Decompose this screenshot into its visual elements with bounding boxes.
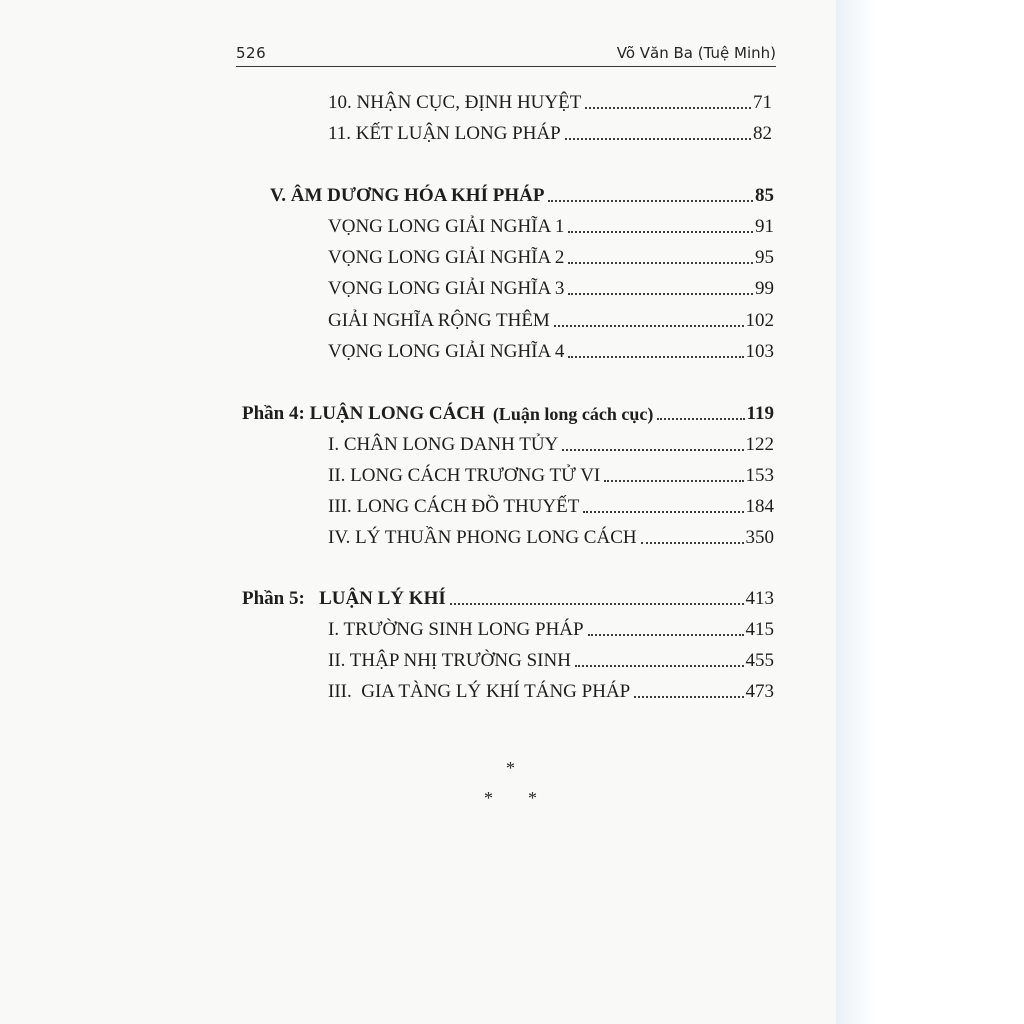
toc-entry-page: 455 <box>745 650 774 671</box>
toc-entry <box>328 519 774 549</box>
toc-entry <box>328 457 774 487</box>
toc-entry <box>328 208 774 238</box>
toc-entry-page: 99 <box>755 278 774 299</box>
header-rule <box>236 66 776 67</box>
dot-leader <box>575 665 744 667</box>
toc-entry-title: VỌNG LONG GIẢI NGHĨA 2 <box>328 247 565 268</box>
toc-entry-page: 184 <box>745 496 774 517</box>
dot-leader <box>568 293 753 295</box>
toc-entry-title: Phần 4: LUẬN LONG CÁCH <box>242 403 485 424</box>
toc-entry-title: V. ÂM DƯƠNG HÓA KHÍ PHÁP <box>270 185 545 206</box>
toc-entry-title: III. LONG CÁCH ĐỒ THUYẾT <box>328 496 580 517</box>
toc-entry-page: 350 <box>745 527 774 548</box>
toc-entry-page: 71 <box>753 92 772 113</box>
toc-part-heading <box>242 395 774 425</box>
asterism-left: * <box>484 788 493 808</box>
toc-entry-page: 103 <box>745 341 774 362</box>
toc-entry-page: 153 <box>745 465 774 486</box>
toc-entry-subtitle: (Luận long cách cục) <box>492 404 654 424</box>
toc-entry-title: 11. KẾT LUẬN LONG PHÁP <box>328 123 561 144</box>
toc-entry-title: II. THẬP NHỊ TRƯỜNG SINH <box>328 650 571 671</box>
dot-leader <box>568 262 753 264</box>
toc-entry-page: 122 <box>745 434 774 455</box>
toc-entry-title: VỌNG LONG GIẢI NGHĨA 3 <box>328 278 565 299</box>
toc-entry-title: VỌNG LONG GIẢI NGHĨA 1 <box>328 216 565 237</box>
toc-entry-title: Phần 5: LUẬN LÝ KHÍ <box>242 588 446 609</box>
toc-entry <box>328 84 772 114</box>
toc-entry-title: VỌNG LONG GIẢI NGHĨA 4 <box>328 341 565 362</box>
toc-entry <box>328 239 774 269</box>
author-name: Võ Văn Ba (Tuệ Minh) <box>616 44 776 62</box>
toc-entry <box>328 115 772 145</box>
toc-entry-title: IV. LÝ THUẦN PHONG LONG CÁCH <box>328 527 637 548</box>
toc-entry-title: III. GIA TÀNG LÝ KHÍ TÁNG PHÁP <box>328 681 631 702</box>
dot-leader <box>450 603 744 605</box>
toc-entry-page: 102 <box>745 310 774 331</box>
toc-entry-title: I. CHÂN LONG DANH TỦY <box>328 434 559 455</box>
dot-leader <box>585 107 751 109</box>
toc-entry <box>328 611 774 641</box>
dot-leader <box>641 542 744 544</box>
page-edge-shadow <box>836 0 1024 1024</box>
toc-entry <box>328 642 774 672</box>
toc-entry-page: 85 <box>755 185 774 206</box>
dot-leader <box>568 356 743 358</box>
toc-section-heading <box>270 177 774 207</box>
toc-entry <box>328 333 774 363</box>
dot-leader <box>588 634 744 636</box>
dot-leader <box>583 511 743 513</box>
toc-entry-title: GIẢI NGHĨA RỘNG THÊM <box>328 310 550 331</box>
asterism-top: * <box>506 758 515 778</box>
dot-leader <box>554 325 744 327</box>
toc-entry-title: I. TRƯỜNG SINH LONG PHÁP <box>328 619 584 640</box>
toc-entry-page: 91 <box>755 216 774 237</box>
toc-entry-title: II. LONG CÁCH TRƯƠNG TỬ VI <box>328 465 601 486</box>
toc-entry-page: 95 <box>755 247 774 268</box>
dot-leader <box>568 231 753 233</box>
dot-leader <box>604 480 743 482</box>
toc-part-heading <box>242 580 774 610</box>
dot-leader <box>657 418 744 420</box>
toc-entry <box>328 270 774 300</box>
dot-leader <box>634 696 743 698</box>
dot-leader <box>562 449 743 451</box>
toc-entry-page: 119 <box>746 403 774 424</box>
toc-entry <box>328 302 774 332</box>
toc-entry <box>328 488 774 518</box>
toc-entry-page: 413 <box>745 588 774 609</box>
toc-entry-page: 473 <box>745 681 774 702</box>
running-header <box>236 40 776 64</box>
toc-entry <box>328 426 774 456</box>
toc-entry-title: 10. NHẬN CỤC, ĐỊNH HUYỆT <box>328 92 582 113</box>
toc-entry-page: 415 <box>745 619 774 640</box>
page-number: 526 <box>236 44 267 62</box>
dot-leader <box>548 200 753 202</box>
asterism-right: * <box>528 788 537 808</box>
toc-entry-page: 82 <box>753 123 772 144</box>
dot-leader <box>565 138 751 140</box>
toc-entry <box>328 673 774 703</box>
